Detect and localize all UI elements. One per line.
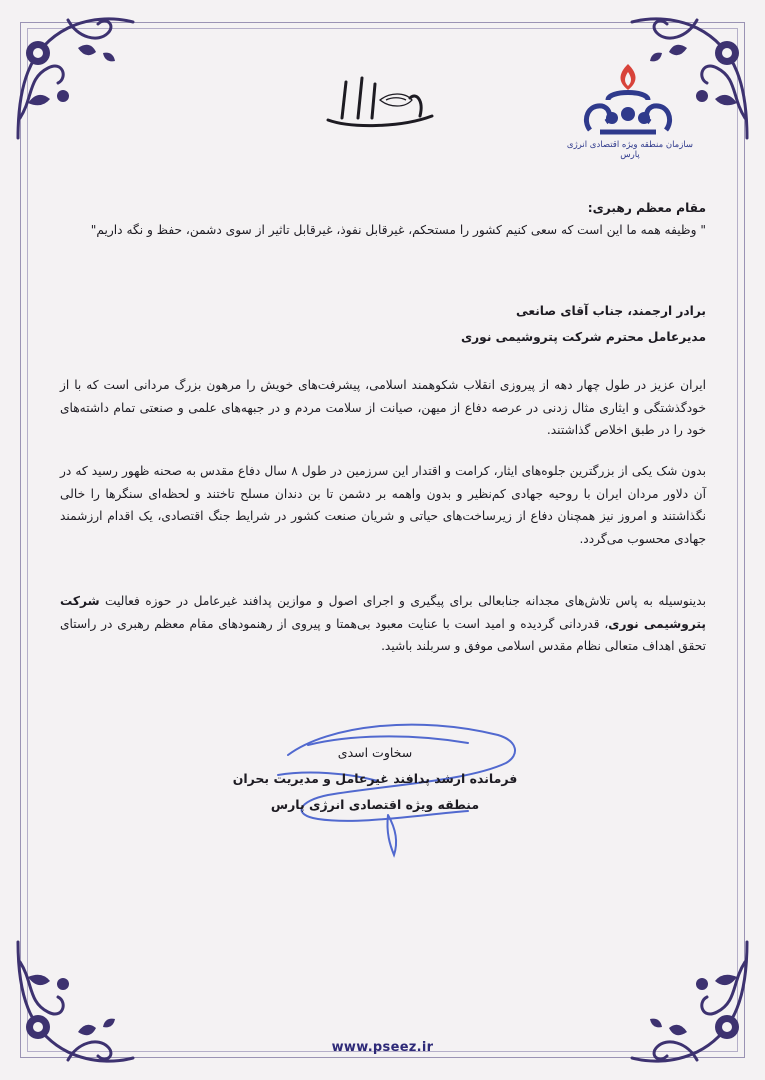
- addressee-block: [60, 298, 706, 350]
- company-name: شرکت پتروشیمی نوری: [60, 594, 706, 631]
- body-paragraph-1: ایران عزیز در طول چهار دهه از پیروزی انقلاب شکوهمند اسلامی، پیشرفت‌های خویش را مرهون بزرگ مردانی است که با از خودگذشتگی و ایثاری مثال زدنی در عرصه دفاع از میهن، صیانت از سلامت مردم و در جبهه‌های علمی و صنعتی تمام داشته‌های خود را در طبق اخلاص گذاشتند.: [60, 378, 706, 437]
- corner-ornament-icon: [8, 937, 138, 1072]
- website-link[interactable]: www.pseez.ir: [331, 1040, 434, 1055]
- body-paragraph-2: بدون شک یکی از بزرگترین جلوه‌های ایثار، کرامت و اقتدار این سرزمین در طول ۸ سال دفاع مقدس به صحنه ظهور رسید که در آن دلاور مردان ایران با روحیه جهادی کم‌نظیر و بدون واهمه بر دشمن تا بن دندان مسلح تاختند و لحظه‌ای سنگرها را خالی نگذاشتند و امروز نیز همچنان دفاع از زیرساخت‌های حیاتی و شریان صنعت کشور در شرایط جنگ اقتصادی، یک اقدام ارزشمند جهادی محسوب می‌گردد.: [60, 464, 706, 546]
- signer-name: سخاوت اسدی: [337, 745, 413, 760]
- bismillah-calligraphy-icon: [320, 70, 440, 135]
- quote-text: " وظیفه همه ما این است که سعی کنیم کشور را مستحکم، غیرقابل نفوذ، غیرقابل تاثیر از سوی دشمن، حفظ و نگه داریم": [90, 223, 706, 237]
- corner-ornament-icon: [8, 8, 138, 143]
- addressee-name: برادر ارجمند، جناب آقای صانعی: [516, 304, 706, 318]
- addressee-position: مدیرعامل محترم شرکت پتروشیمی نوری: [461, 330, 706, 344]
- quote-title: مقام معظم رهبری:: [587, 201, 706, 215]
- pseez-logo-icon: [578, 60, 678, 145]
- paragraph-text: بدینوسیله به پاس تلاش‌های مجدانه جنابعالی برای پیگیری و اجرای اصول و موازین پدافند غیرعامل در حوزه فعالیت: [99, 594, 706, 608]
- body-paragraph-3: [60, 590, 706, 658]
- signer-organization: منطقه ویژه اقتصادی انرژی پارس: [270, 797, 480, 812]
- logo-caption: سازمان منطقه ویژه اقتصادی انرژی پارس: [566, 140, 694, 160]
- signer-title: فرمانده ارشد پدافند غیرعامل و مدیریت بحران: [232, 771, 518, 786]
- corner-ornament-icon: [627, 937, 757, 1072]
- paragraph-text: ، قدردانی گردیده و امید است با عنایت معبود بی‌همتا و پیروی از رهنمودهای مقام معظم رهبری در راستای تحقق اهداف متعالی نظام مقدس اسلامی موفق و سربلند باشید.: [60, 616, 706, 653]
